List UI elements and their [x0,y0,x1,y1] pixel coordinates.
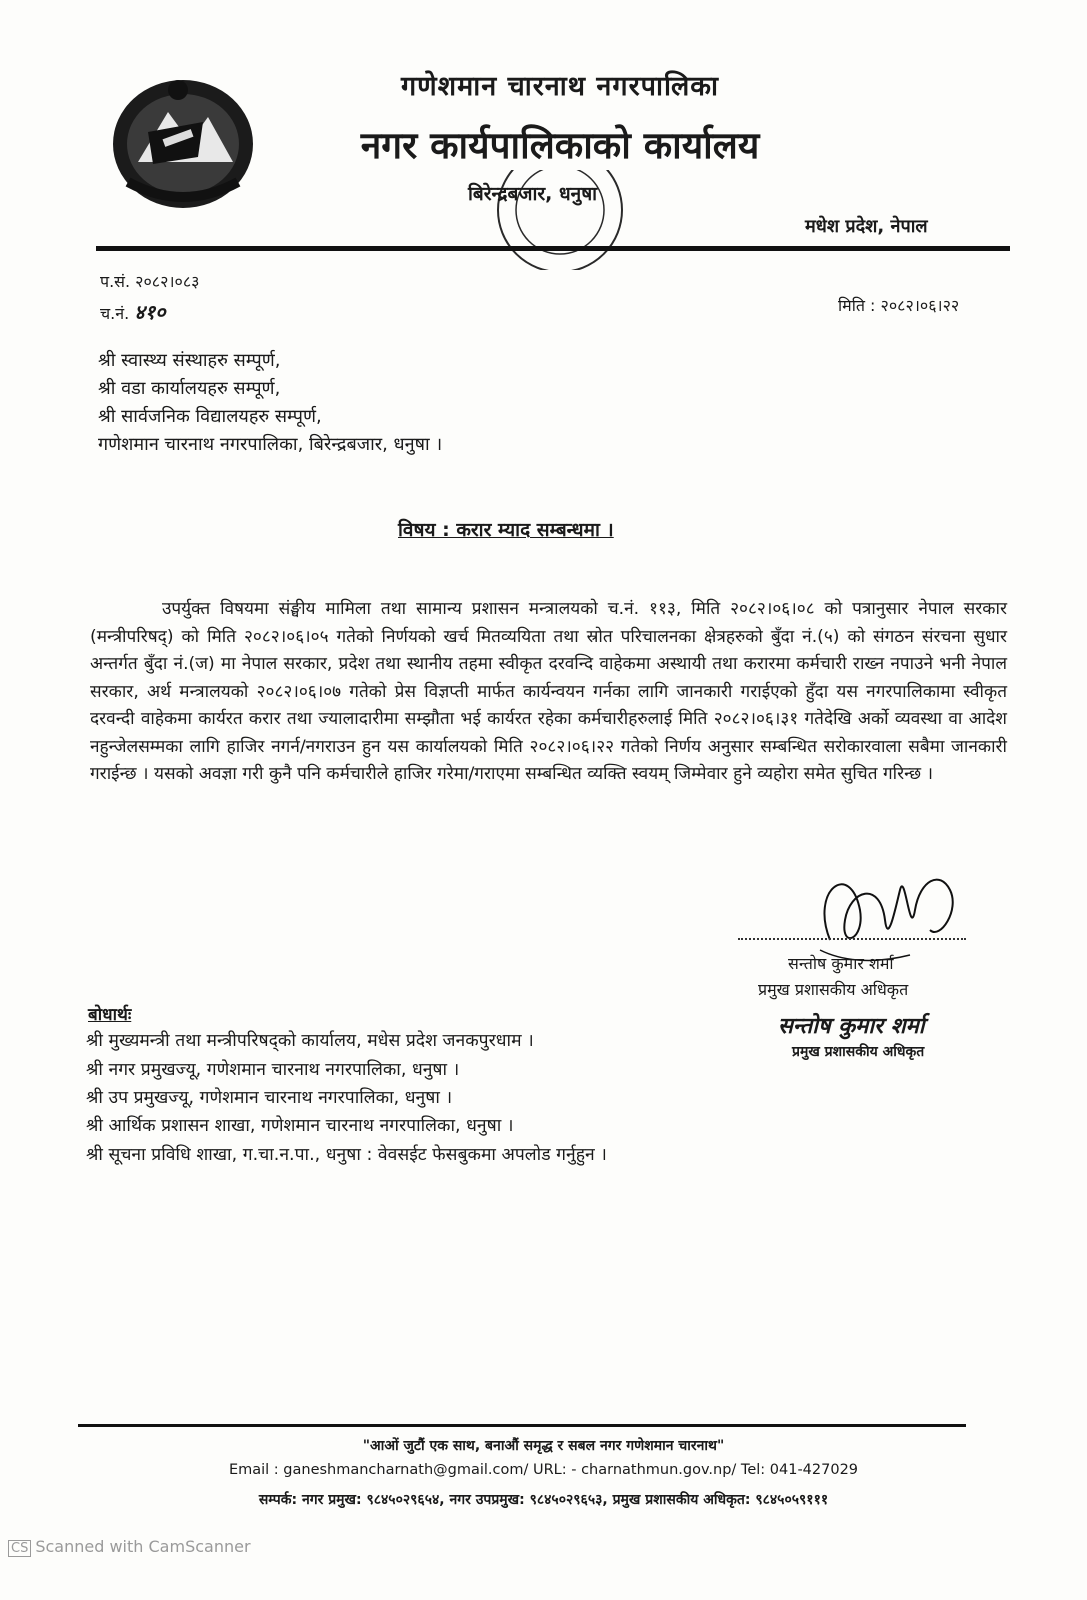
addressee-line: श्री सार्वजनिक विद्यालयहरु सम्पूर्ण, [98,406,322,427]
signature-line [738,938,966,940]
signatory-name: सन्तोष कुमार शर्मा [788,954,894,973]
cc-item: श्री नगर प्रमुखज्यू, गणेशमान चारनाथ नगरपालिका, धनुषा । [86,1060,460,1080]
chalani-handwritten-number: ४१० [134,300,166,324]
signatory-title: प्रमुख प्रशासकीय अधिकृत [758,980,909,999]
cc-item: श्री सूचना प्रविधि शाखा, ग.चा.न.पा., धनुषा : वेवसईट फेसबुकमा अपलोड गर्नुहुन । [86,1145,607,1165]
chalani-number [100,298,166,325]
chalani-label: च.नं. [100,304,135,323]
footer-phone-numbers: सम्पर्क: नगर प्रमुख: ९८४५०२९६५४, नगर उपप्रमुख: ९८४५०२९६५३, प्रमुख प्रशासकीय अधिकृत: ९८४५०५९१११ [258,1492,829,1508]
cc-item: श्री मुख्यमन्त्री तथा मन्त्रीपरिषद्को कार्यालय, मधेस प्रदेश जनकपुरधाम । [86,1031,534,1051]
camscanner-badge: CS [8,1540,31,1557]
header-divider [96,246,1010,251]
nepal-emblem-logo [108,72,258,212]
province-country: मधेश प्रदेश, नेपाल [805,216,928,237]
letter-body: उपर्युक्त विषयमा संङ्घीय मामिला तथा सामान्य प्रशासन मन्त्रालयको च.नं. ११३, मिति २०८२।०६।०८ को पत्रानुसार नेपाल सरकार (मन्त्रीपरिषद्) को मिति २०८२।०६।०५ गतेको निर्णयको खर्च मितव्ययिता तथा स्रोत परिचालनका क्षेत्रहरुको बुँदा नं.(५) को संगठन संरचना सुधार अन्तर्गत बुँदा नं.(ज) मा नेपाल सरकार, प्रदेश तथा स्थानीय तहमा स्वीकृत दरवन्दि वाहेकमा अस्थायी तथा करारमा कर्मचारी राख्न नपाउने भनी नेपाल सरकार, अर्थ मन्त्रालयको २०८२।०६।०७ गतेको प्रेस विज्ञप्ती मार्फत कार्यन्वयन गर्नका लागि जानकारी गराईएको हुँदा यस नगरपालिकामा स्वीकृत दरवन्दी वाहेकमा कार्यरत करार तथा ज्यालादारीमा सम्झौता भई कार्यरत रहेका कर्मचारीहरुलाई मिति २०८२।०६।३१ गतेदेखि अर्को व्यवस्था वा आदेश नहुन्जेलसम्मका लागि हाजिर नगर्न/नगराउन हुन यस कार्यालयको मिति २०८२।०६।२२ गतेको निर्णय अनुसार सम्बन्धित सरोकारवाला सबैमा जानकारी गराईन्छ । यसको अवज्ञा गरी कुनै पनि कर्मचारीले हाजिर गरेमा/गराएमा सम्बन्धित व्यक्ति स्वयम् जिम्मेवार हुने व्यहोरा समेत सुचित गरिन्छ । [90,599,1007,784]
cc-item: श्री उप प्रमुखज्यू, गणेशमान चारनाथ नगरपालिका, धनुषा । [86,1088,453,1108]
footer-slogan: "आओं जुटौं एक साथ, बनाऔं समृद्ध र सबल नगर गणेशमान चारनाथ" [362,1438,725,1454]
municipality-name: गणेशमान चारनाथ नगरपालिका [400,71,719,102]
patra-sankhya: प.सं. २०८२।०८३ [100,272,200,291]
name-stamp: सन्तोष कुमार शर्मा [778,1014,925,1039]
footer-contact: Email : ganeshmancharnath@gmail.com/ URL: - charnathmun.gov.np/ Tel: 041-427029 [228,1462,859,1478]
addressee-line: श्री वडा कार्यालयहरु सम्पूर्ण, [98,378,281,399]
footer-divider [78,1424,966,1427]
title-stamp: प्रमुख प्रशासकीय अधिकृत [792,1044,925,1060]
addressee-line: गणेशमान चारनाथ नगरपालिका, बिरेन्द्रबजार, धनुषा । [98,434,443,455]
camscanner-text: Scanned with CamScanner [35,1537,251,1556]
cc-item: श्री आर्थिक प्रशासन शाखा, गणेशमान चारनाथ नगरपालिका, धनुषा । [86,1116,514,1136]
cc-heading: बोधार्थः [88,1005,132,1025]
addressee-line: श्री स्वास्थ्य संस्थाहरु सम्पूर्ण, [98,350,281,371]
office-location: बिरेन्द्रबजार, धनुषा [468,183,598,205]
office-name: नगर कार्यपालिकाको कार्यालय [360,124,760,167]
letter-subject: विषय : करार म्याद सम्बन्धमा । [398,519,614,541]
camscanner-watermark [8,1537,251,1557]
letter-date: मिति : २०८२।०६।२२ [838,296,960,315]
